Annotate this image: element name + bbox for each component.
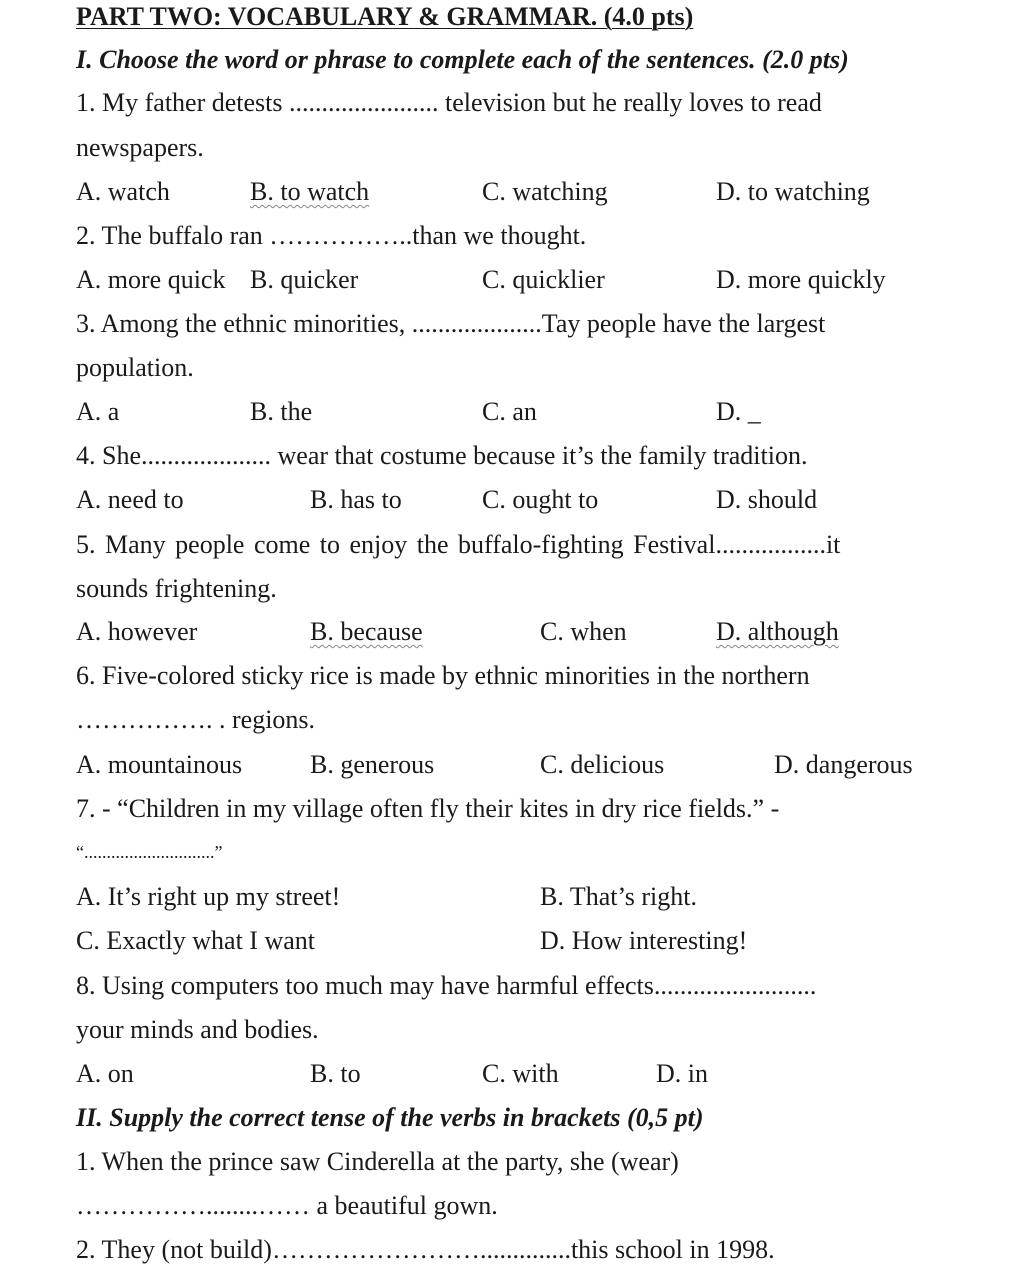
tense-item-1-text-cont: ……………........…… a beautiful gown. (76, 1191, 498, 1220)
question-7-option-c: C. Exactly what I want (76, 926, 315, 955)
question-3-option-b: B. the (250, 397, 313, 426)
tense-item-2-text: 2. They (not build)……………………..............this school in 1998. (76, 1235, 775, 1264)
question-6-text: 6. Five-colored sticky rice is made by ethnic minorities in the northern (76, 661, 810, 690)
question-2-option-a: A. more quick (76, 265, 226, 294)
question-3-text-cont: population. (76, 353, 194, 382)
question-3-option-a: A. a (76, 397, 120, 426)
question-6-option-a: A. mountainous (76, 750, 243, 779)
question-7-option-b: B. That’s right. (540, 882, 697, 911)
question-8-option-c: C. with (482, 1059, 559, 1088)
question-3-option-c: C. an (482, 397, 537, 426)
question-5-option-b: B. because (310, 617, 423, 646)
question-4-option-b: B. has to (310, 485, 402, 514)
page-title: PART TWO: VOCABULARY & GRAMMAR. (4.0 pts) (76, 2, 694, 31)
question-8-text-cont: your minds and bodies. (76, 1015, 319, 1044)
question-2-option-b: B. quicker (250, 265, 359, 294)
section-1-heading: I. Choose the word or phrase to complete each of the sentences. (2.0 pts) (76, 45, 849, 74)
question-6-option-c: C. delicious (540, 750, 665, 779)
question-6-text-cont: ……………. . regions. (76, 705, 316, 734)
question-2-text: 2. The buffalo ran ……………..than we thought. (76, 221, 587, 250)
section-2-heading: II. Supply the correct tense of the verbs in brackets (0,5 pt) (76, 1103, 704, 1132)
question-5-text: 5. Many people come to enjoy the buffalo-fighting Festival.................it (76, 530, 841, 559)
question-2-option-c: C. quicklier (482, 265, 605, 294)
question-4-option-a: A. need to (76, 485, 184, 514)
question-1-option-d: D. to watching (716, 177, 870, 206)
question-3-text: 3. Among the ethnic minorities, ....................Tay people have the largest (76, 309, 826, 338)
question-1-text: 1. My father detests ....................... television but he really loves to read (76, 88, 822, 117)
question-1-option-a: A. watch (76, 177, 170, 206)
question-7-text: 7. - “Children in my village often fly their kites in dry rice fields.” - (76, 794, 780, 823)
question-7-option-d: D. How interesting! (540, 926, 748, 955)
question-4-text: 4. She.................... wear that costume because it’s the family tradition. (76, 441, 808, 470)
question-6-option-b: B. generous (310, 750, 435, 779)
question-8-text: 8. Using computers too much may have harmful effects......................... (76, 971, 817, 1000)
question-5-option-a: A. however (76, 617, 198, 646)
question-1-option-c: C. watching (482, 177, 608, 206)
question-7-option-a: A. It’s right up my street! (76, 882, 341, 911)
question-6-option-d: D. dangerous (774, 750, 913, 779)
question-3-option-d: D. _ (716, 397, 761, 426)
question-4-option-d: D. should (716, 485, 818, 514)
question-5-text-cont: sounds frightening. (76, 574, 277, 603)
tense-item-1-text: 1. When the prince saw Cinderella at the party, she (wear) (76, 1147, 679, 1176)
question-8-option-d: D. in (656, 1059, 708, 1088)
question-1-text-cont: newspapers. (76, 133, 204, 162)
question-5-option-d: D. although (716, 617, 839, 646)
question-2-option-d: D. more quickly (716, 265, 886, 294)
question-5-option-c: C. when (540, 617, 627, 646)
question-7-answer-blank: “.............................” (76, 842, 223, 862)
question-8-option-a: A. on (76, 1059, 134, 1088)
question-8-option-b: B. to (310, 1059, 361, 1088)
question-1-option-b: B. to watch (250, 177, 370, 206)
question-4-option-c: C. ought to (482, 485, 599, 514)
